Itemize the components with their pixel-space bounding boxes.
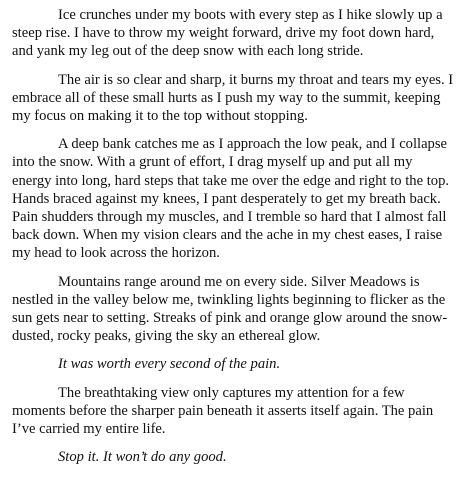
paragraph-3: A deep bank catches me as I approach the low peak, and I collapse into the snow. With a grunt of effort, I drag myself up and put all my energy into long, hard steps that take me over the edge and right to the top. Hands braced against my knees, I pant desperately to get my breath back. Pain shudders through my muscles, and I tremble so hard that I almost fall back down. When my vision clears and the ache in my chest eases, I raise my head to look across the horizon.	[12, 136, 450, 262]
paragraph-1: Ice crunches under my boots with every step as I hike slowly up a steep rise. I have to throw my weight forward, drive my foot down hard, and yank my leg out of the deep snow with each long stride.	[12, 7, 443, 60]
paragraph-2: The air is so clear and sharp, it burns my throat and tears my eyes. I embrace all of these small hurts as I push my way to the summit, keeping my focus on making it to the top without stopping.	[12, 71, 454, 125]
paragraph-6: The breathtaking view only captures my attention for a few moments before the sharper pain beneath it asserts itself again. The pain I’ve carried my entire life.	[12, 384, 434, 438]
paragraph-7-italic: Stop it. It won’t do any good.	[58, 449, 227, 466]
paragraph-5-italic: It was worth every second of the pain.	[58, 356, 281, 373]
paragraph-4: Mountains range around me on every side. Silver Meadows is nestled in the valley below me, twinkling lights beginning to flicker as the sun gets near to setting. Streaks of pink and orange glow around the snow-dusted, rocky peaks, giving the sky an ethereal glow.	[12, 273, 448, 345]
